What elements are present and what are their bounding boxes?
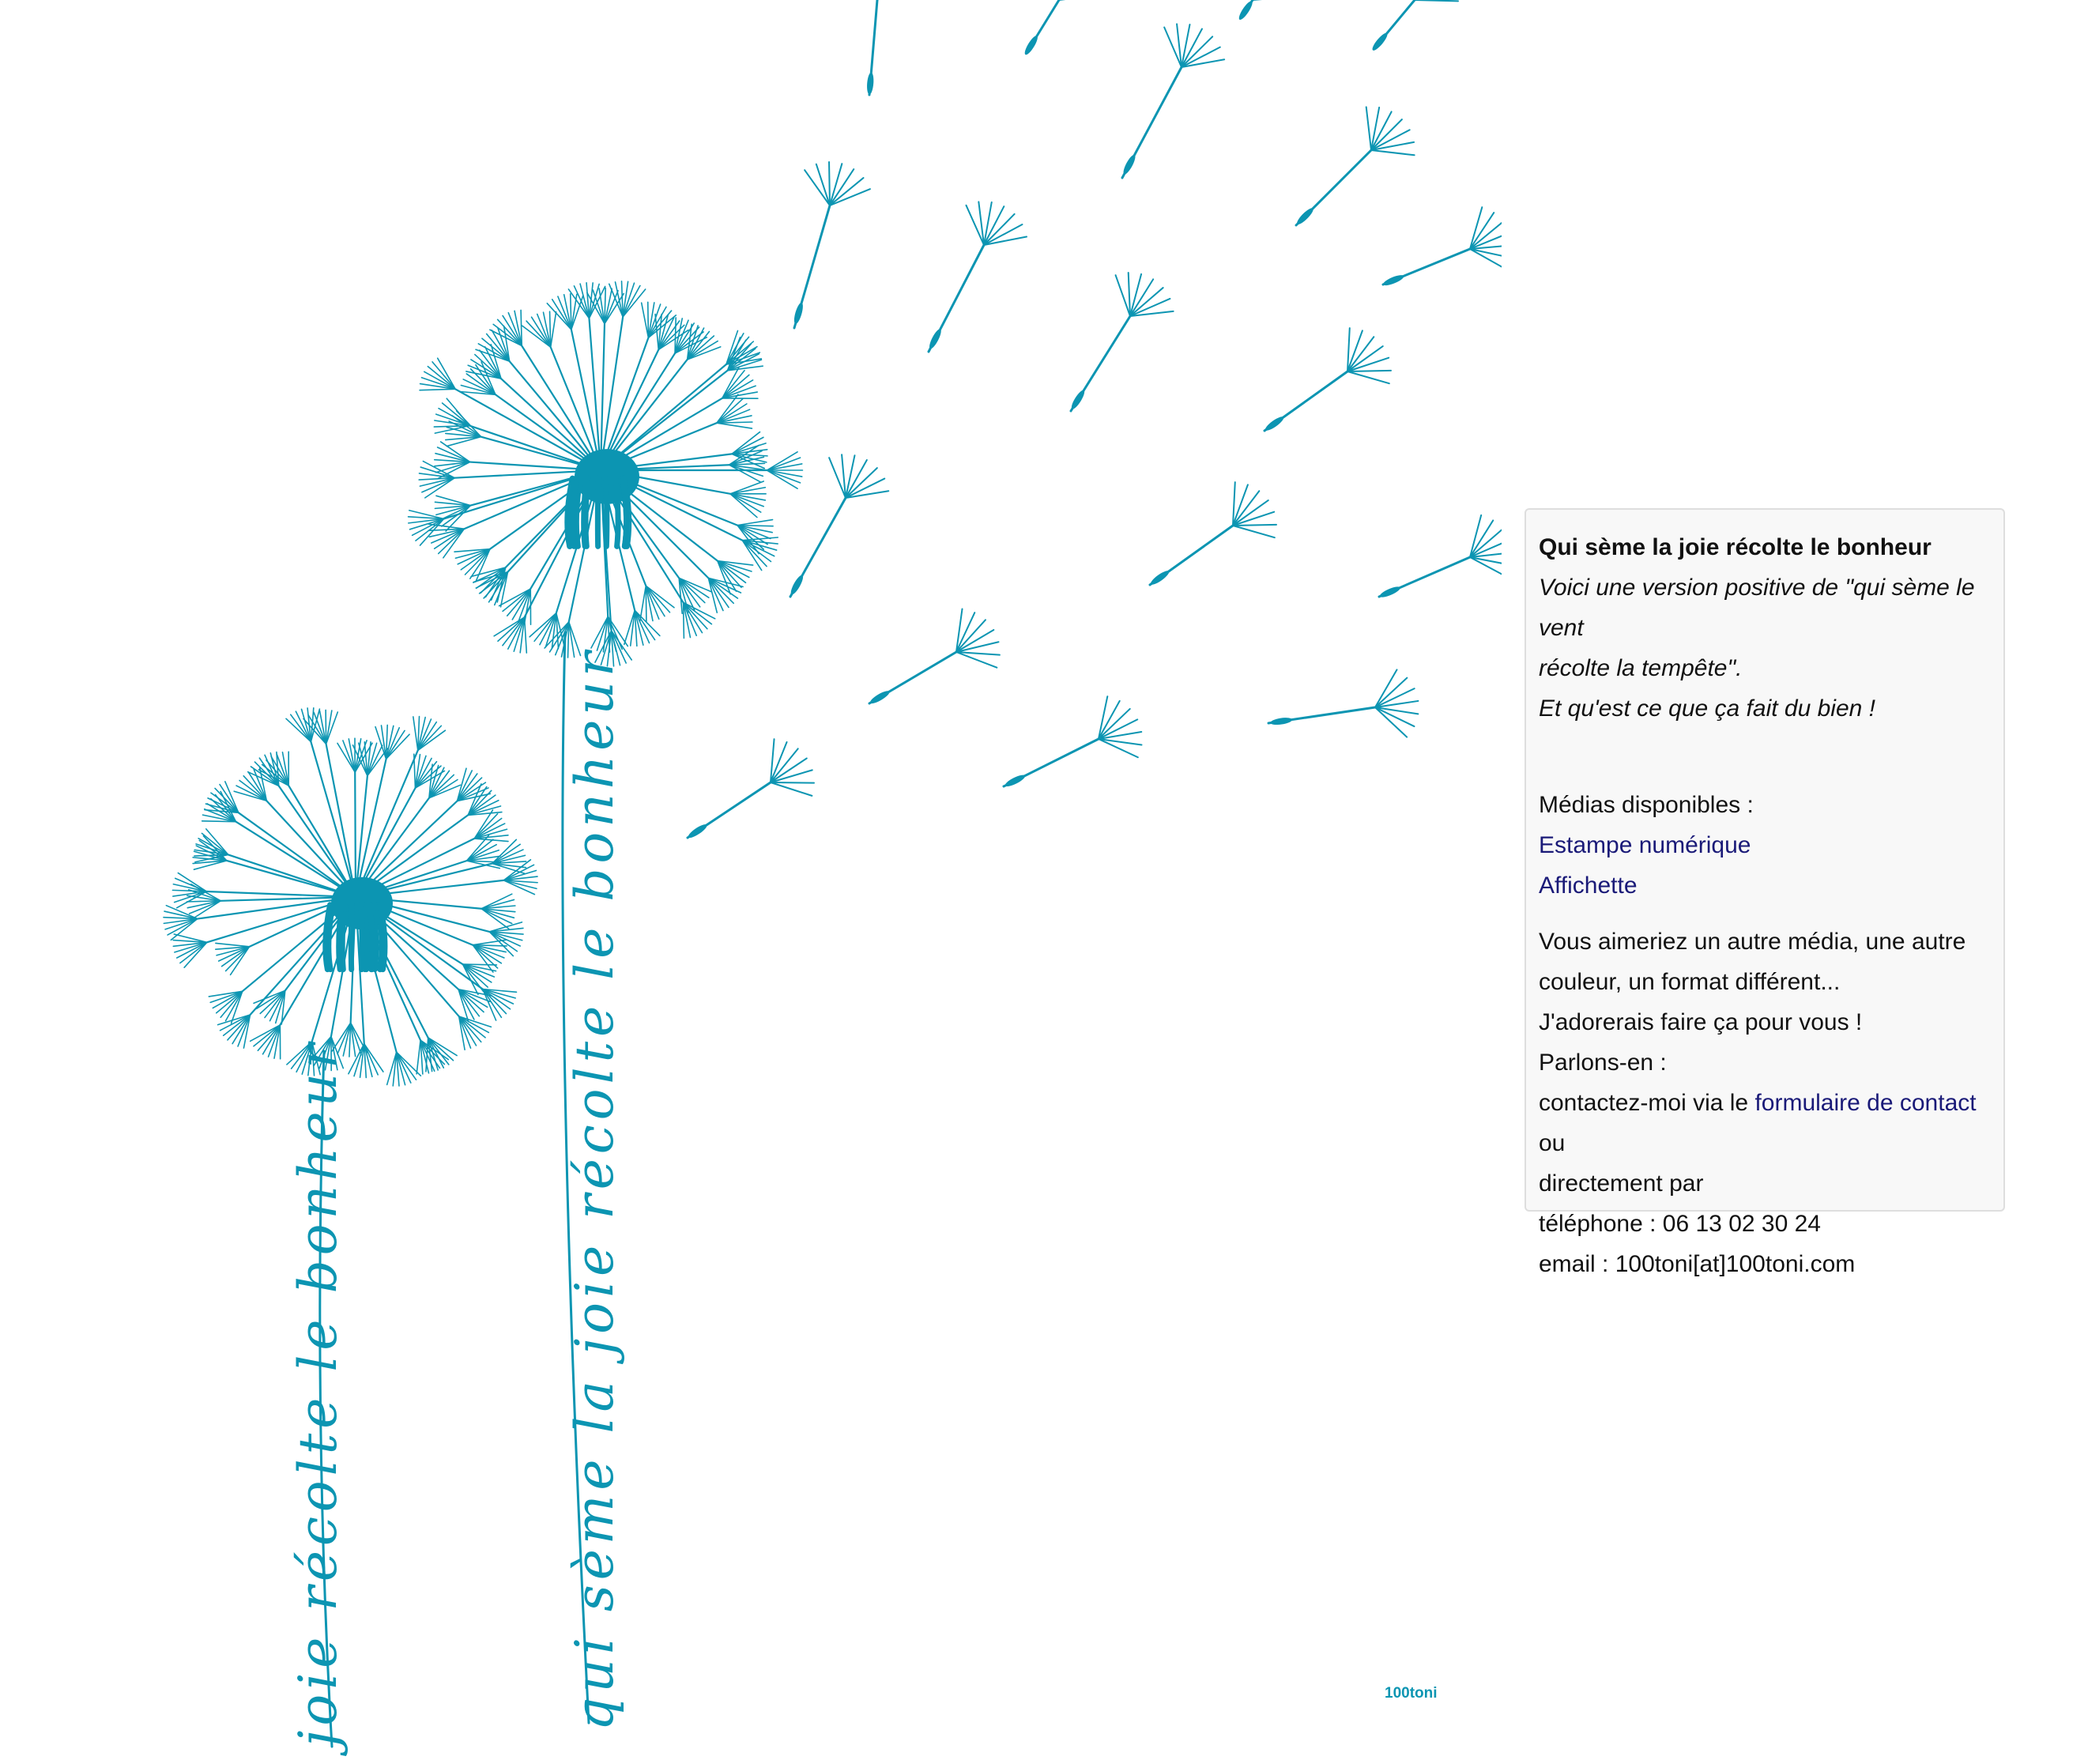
seed-pappus [420,389,455,390]
seed-pappus [551,312,556,348]
product-title: Qui sème la joie récolte le bonheur [1539,534,1932,560]
media-link-poster[interactable]: Affichette [1539,873,1638,899]
floating-seeds [687,0,1502,840]
pitch-line-3: J'adorerais faire ça pour vous ! [1539,1009,1863,1035]
seed-body [1023,34,1039,56]
description-line-3: Et qu'est ce que ça fait du bien ! [1539,695,1876,722]
core-strand [606,478,607,546]
seed-pappus [386,734,409,759]
seed-pappus [1371,150,1415,155]
seed-pappus [1470,249,1502,258]
seed-body [1378,585,1401,600]
seed-pappus [730,488,765,494]
pitch-line-4: Parlons-en : [1539,1050,1667,1076]
media-link-digital-print[interactable]: Estampe numérique [1539,832,1751,858]
seed-pappus [386,728,400,760]
seed-pappus [439,529,465,553]
seed-pappus [326,710,332,744]
seed-pappus [1470,207,1482,249]
contact-line-2: directement par [1539,1170,1704,1197]
seed-pappus [413,717,418,750]
floating-seed [927,202,1027,352]
floating-seed [1382,207,1502,287]
seed-filament [571,330,601,470]
phone-number: téléphone : 06 13 02 30 24 [1539,1211,1821,1237]
seed-pappus [326,712,338,744]
core-strand [339,905,341,970]
core-strand [597,478,598,546]
contact-form-link[interactable]: formulaire de contact [1754,1090,1977,1116]
product-info-panel [1525,508,2005,1277]
spacer [1539,729,1991,785]
seed-pappus [730,481,763,494]
seed-pappus [648,302,649,337]
seed-pappus [830,178,863,205]
seed-body [1370,31,1389,52]
seed-pappus [771,782,812,796]
floating-seed [793,162,870,328]
spacer [1539,906,1991,922]
seed-body [793,302,805,325]
seed-pappus [1347,371,1389,383]
seed-pappus [414,754,416,788]
core-strand [370,905,372,970]
seed-pappus [397,1052,416,1080]
seed-pappus [303,718,326,744]
seed-pappus [1233,525,1276,526]
seed-body [1270,717,1293,726]
seed-body [927,328,943,351]
description-line-1: Voici une version positive de "qui sème le vent [1539,575,1975,641]
seed-pappus [216,943,250,946]
dandelion-illustration [164,281,803,1747]
seed-pappus [190,901,221,914]
seed-pappus [737,520,773,526]
seed-body [687,823,709,840]
seed-pappus [1130,288,1163,316]
floating-seed [1264,328,1391,432]
media-label: Médias disponibles : [1539,792,1754,818]
floating-seed [1295,107,1415,226]
floating-seed [1023,0,1102,56]
seed-body [1121,153,1137,175]
seed-body [1237,0,1254,21]
core-strand [365,905,367,970]
core-strand [361,905,362,970]
seed-pappus [717,423,752,428]
dandelion-head-small [164,708,537,1086]
contact-line [1539,1083,1991,1163]
seed-body [866,72,874,95]
floating-seed [1378,515,1502,599]
seed-pappus [605,291,618,324]
seed-pappus [830,164,842,205]
seed-pappus [771,770,812,782]
seed-pappus [568,289,589,318]
seed-pappus [771,748,798,782]
floating-seed [789,454,888,597]
core-strand [616,478,618,546]
seed-pappus [956,642,999,652]
floating-seed [1004,696,1141,788]
floating-seed [846,0,914,95]
seed-pappus [416,1040,420,1074]
floating-seed [869,609,1000,706]
seed-pappus [646,586,669,612]
seed-pappus [1470,515,1481,557]
seed-filament [455,389,601,470]
seed-pappus [1470,557,1502,565]
stem-text-right: qui sème la joie récolte le bonheur [564,646,625,1731]
seed-pappus [175,878,207,891]
floating-seed [1149,482,1276,586]
seed-pappus [291,714,311,741]
seed-body [1069,389,1087,411]
stem-text-left: joie récolte le bonheur [288,1038,349,1747]
seed-pappus [1233,526,1275,537]
seed-pappus [481,909,509,929]
seed-pappus [498,319,522,345]
seed-pappus [442,506,471,526]
seed-body [1295,206,1315,226]
seed-pappus [547,303,571,330]
core-strand [584,478,586,546]
seed-pappus [222,947,250,967]
contact-suffix: ou [1539,1130,1566,1156]
seed-pappus [1130,274,1141,316]
artist-signature: 100toni [1385,1685,1438,1702]
pitch-line-2: couleur, un format différent... [1539,969,1841,995]
seed-pappus [1415,0,1458,1]
contact-prefix: contactez-moi via le [1539,1090,1749,1116]
seed-pappus [526,321,551,347]
seed-pappus [635,610,660,635]
seed-body [1264,415,1285,433]
seed-pappus [558,296,571,330]
seed-pappus [717,399,743,424]
email-address: email : 100toni[at]100toni.com [1539,1251,1856,1277]
seed-body [1382,273,1405,288]
seed-pappus [829,162,830,205]
seed-body [1004,773,1027,789]
pitch-line-1: Vous aimeriez un autre média, une autre [1539,929,1966,955]
seed-pappus [684,602,707,628]
seed-pappus [609,284,623,317]
seed-pappus [816,164,830,205]
seed-pappus [1366,107,1371,150]
seed-pappus [521,310,522,345]
seed-body [1149,569,1170,587]
seed-body [869,689,891,706]
floating-seed [1069,273,1173,411]
dandelion-head-large [409,281,803,666]
seed-filament [239,812,356,897]
description-line-2: récolte la tempête". [1539,655,1743,681]
floating-seed [1121,24,1224,178]
seed-pappus [805,170,830,205]
seed-body [789,574,805,596]
floating-seed [1370,0,1458,52]
floating-seed [1237,0,1296,21]
core-strand [351,905,352,970]
seed-pappus [771,782,814,783]
floating-seed [687,739,814,840]
seed-pappus [418,726,442,750]
floating-seed [1268,669,1418,737]
